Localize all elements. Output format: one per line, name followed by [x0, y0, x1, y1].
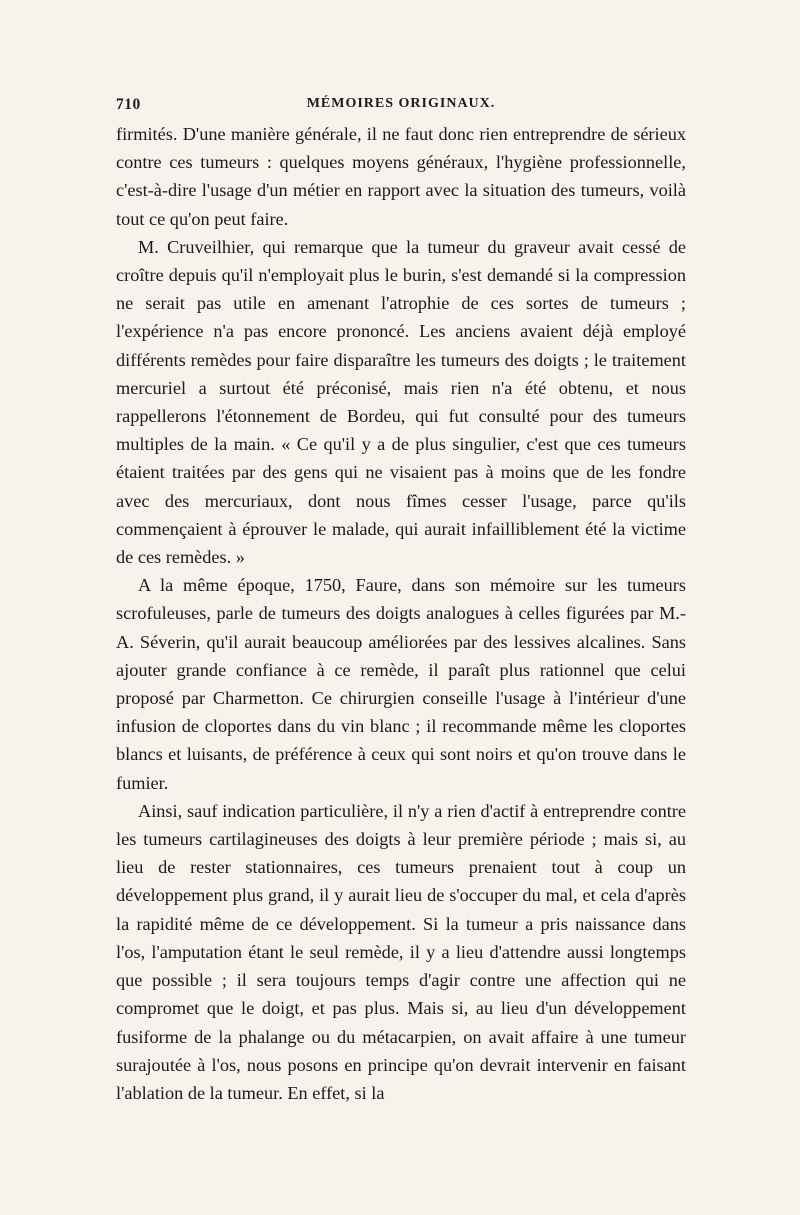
paragraph-ainsi: Ainsi, sauf indication particulière, il n'y a rien d'actif à entreprendre contre les tumeurs cartilagineuses des doigts à leur première période ; mais si, au lieu de rester stationnaires, ces tumeurs prenaient tout à coup un développement plus grand, il y aurait lieu de s'occuper du mal, et cela d'après la rapidité même de ce développement. Si la tumeur a pris naissance dans l'os, l'amputation étant le seul remède, il y a lieu d'attendre aussi longtemps que possible ; il sera toujours temps d'agir contre une affection qui ne compromet que le doigt, et pas plus. Mais si, au lieu d'un développement fusiforme de la phalange ou du métacarpien, on avait affaire à une tumeur surajoutée à l'os, nous posons en principe qu'on devrait intervenir en faisant l'ablation de la tumeur. En effet, si la [116, 800, 686, 1103]
document-page [116, 92, 686, 1172]
body-text [116, 120, 686, 1107]
page-number: 710 [116, 96, 141, 113]
running-header [116, 92, 686, 116]
paragraph-continuation: firmités. D'une manière générale, il ne faut donc rien entreprendre de sérieux contre ces tumeurs : quelques moyens généraux, l'hygiène professionnelle, c'est-à-dire l'usage d'un métier en rapport avec la situation des tumeurs, voilà tout ce qu'on peut faire. [116, 124, 686, 229]
paragraph-cruveilhier: M. Cruveilhier, qui remarque que la tumeur du graveur avait cessé de croître depuis qu'il n'employait plus le burin, s'est demandé si la compression ne serait pas utile en amenant l'atrophie de ces sortes de tumeurs ; l'expérience n'a pas encore prononcé. Les anciens avaient déjà employé différents remèdes pour faire disparaître les tumeurs des doigts ; le traitement mercuriel a surtout été préconisé, mais rien n'a été obtenu, et nous rappellerons l'étonnement de Bordeu, qui fut consulté pour des tumeurs multiples de la main. « Ce qu'il y a de plus singulier, c'est que ces tumeurs étaient traitées par des gens qui ne visaient pas à moins que de les fondre avec des mercuriaux, dont nous fîmes cesser l'usage, parce qu'ils commençaient à éprouver le malade, qui aurait infailliblement été la victime de ces remèdes. » [116, 236, 686, 568]
running-title: MÉMOIRES ORIGINAUX. [306, 96, 496, 111]
paragraph-faure: A la même époque, 1750, Faure, dans son mémoire sur les tumeurs scrofuleuses, parle de tumeurs des doigts analogues à celles figurées par M.-A. Séverin, qu'il aurait beaucoup améliorées par des lessives alcalines. Sans ajouter grande confiance à ce remède, il paraît plus rationnel que celui proposé par Charmetton. Ce chirurgien conseille l'usage à l'intérieur d'une infusion de cloportes dans du vin blanc ; il recommande même les cloportes blancs et luisants, de préférence à ceux qui sont noirs et qu'on trouve dans le fumier. [116, 575, 686, 793]
